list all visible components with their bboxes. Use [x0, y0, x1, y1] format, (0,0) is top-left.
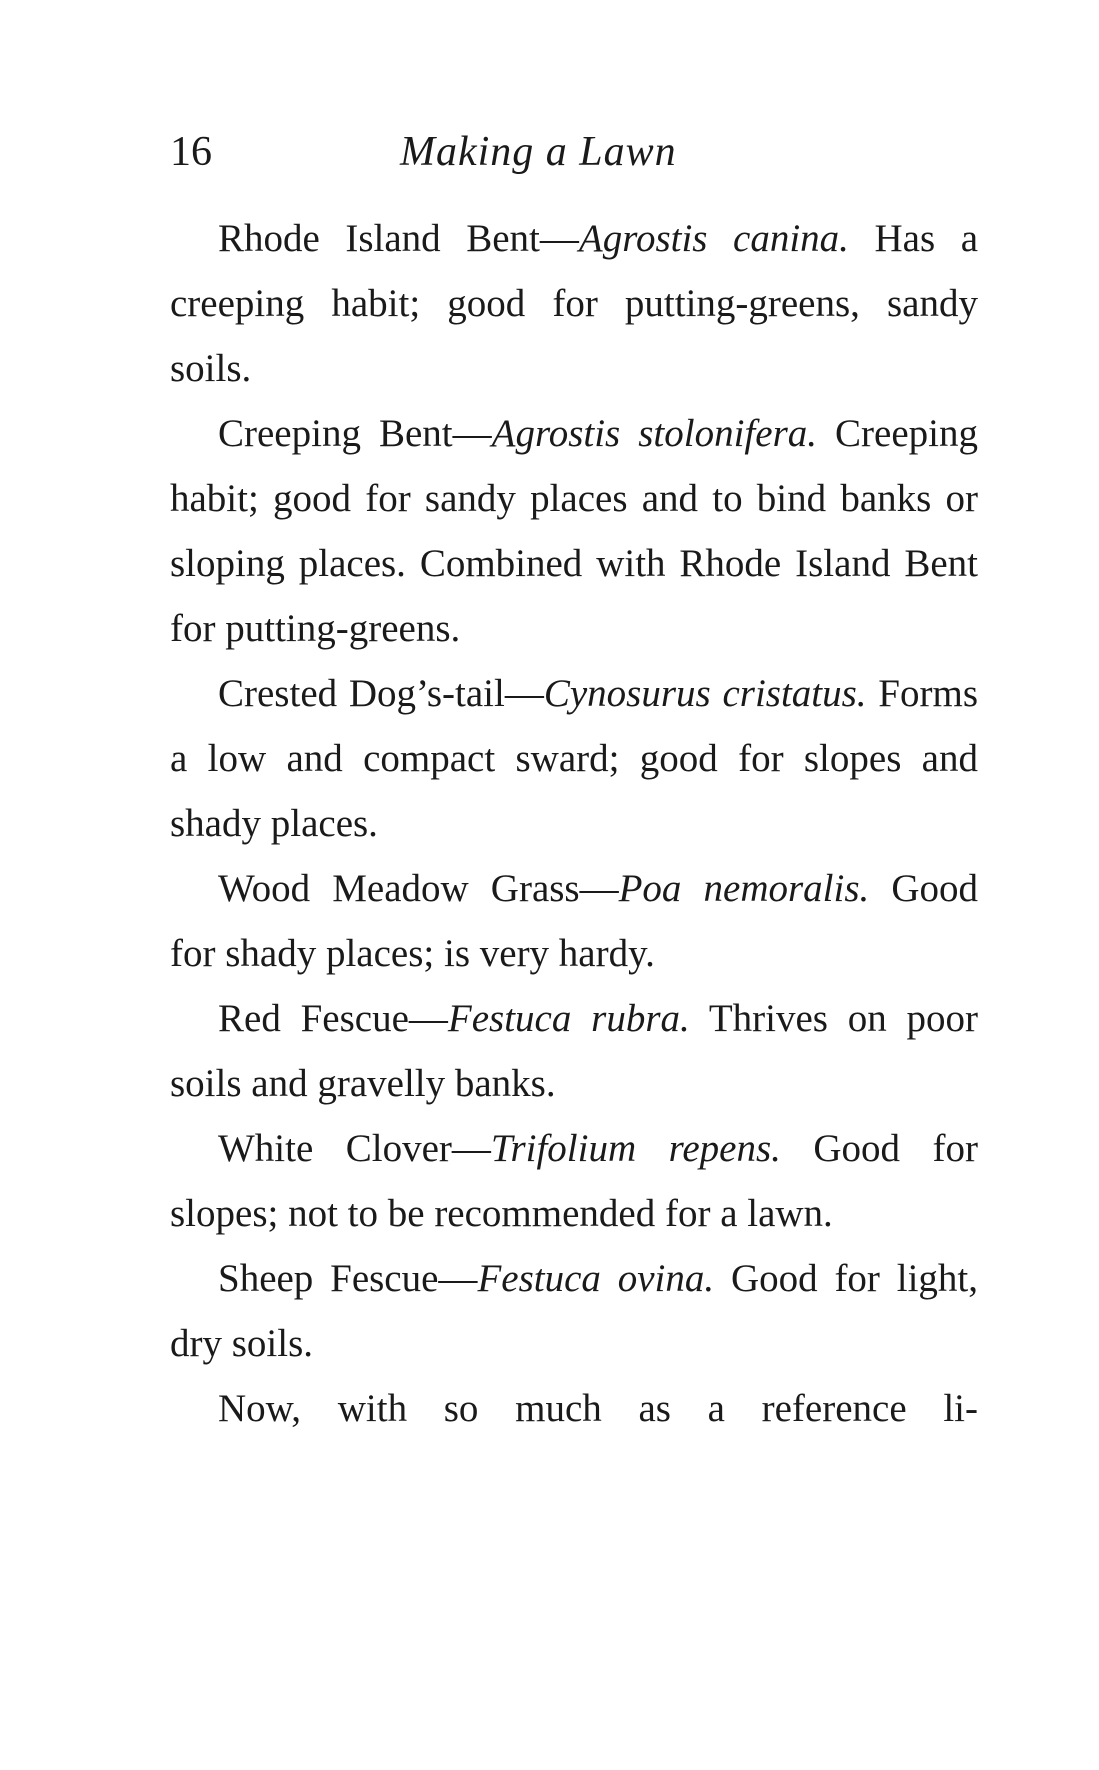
- scientific-name: Festuca ovina.: [477, 1257, 715, 1300]
- scientific-name: Agrostis canina.: [578, 217, 849, 260]
- grass-name: White Clover—: [218, 1127, 491, 1170]
- page-number: 16: [170, 129, 212, 175]
- grass-description: Good for slopes; not to be recommended for a lawn.: [170, 1127, 979, 1235]
- closing-paragraph: Now, with so much as a reference li-: [218, 1387, 978, 1430]
- grass-name: Red Fescue—: [218, 997, 448, 1040]
- grass-entry-creeping-bent: [170, 401, 978, 661]
- scientific-name: Festuca rubra.: [447, 997, 690, 1040]
- body-text: [170, 206, 978, 1441]
- grass-entry-wood-meadow-grass: [170, 856, 978, 986]
- grass-entry-sheep-fescue: [170, 1246, 978, 1376]
- grass-name: Creeping Bent—: [218, 412, 492, 455]
- grass-name: Sheep Fescue—: [218, 1257, 478, 1300]
- grass-description: Has a creeping habit; good for putting-greens, sandy soils.: [170, 217, 978, 390]
- grass-description: Good for shady places; is very hardy.: [170, 867, 979, 975]
- grass-description: Good for light, dry soils.: [170, 1257, 978, 1365]
- grass-entry-rhode-island-bent: [170, 206, 978, 401]
- grass-name: Crested Dog’s-tail—: [218, 672, 544, 715]
- grass-description: Creeping habit; good for sandy places and to bind banks or sloping places. Combined with Rhode Island Bent for putting-greens.: [170, 412, 978, 650]
- running-head: [170, 122, 970, 182]
- grass-entry-crested-dogs-tail: [170, 661, 978, 856]
- grass-name: Wood Meadow Grass—: [218, 867, 619, 910]
- grass-entry-white-clover: [170, 1116, 978, 1246]
- grass-description: Forms a low and compact sward; good for slopes and shady places.: [170, 672, 978, 845]
- scientific-name: Agrostis stolonifera.: [491, 412, 817, 455]
- scientific-name: Poa nemoralis.: [618, 867, 870, 910]
- scientific-name: Cynosurus cristatus.: [543, 672, 867, 715]
- grass-name: Rhode Island Bent—: [218, 217, 579, 260]
- scientific-name: Trifolium repens.: [490, 1127, 781, 1170]
- grass-description: Thrives on poor soils and gravelly banks.: [170, 997, 978, 1105]
- grass-entry-red-fescue: [170, 986, 978, 1116]
- running-title: Making a Lawn: [400, 129, 677, 175]
